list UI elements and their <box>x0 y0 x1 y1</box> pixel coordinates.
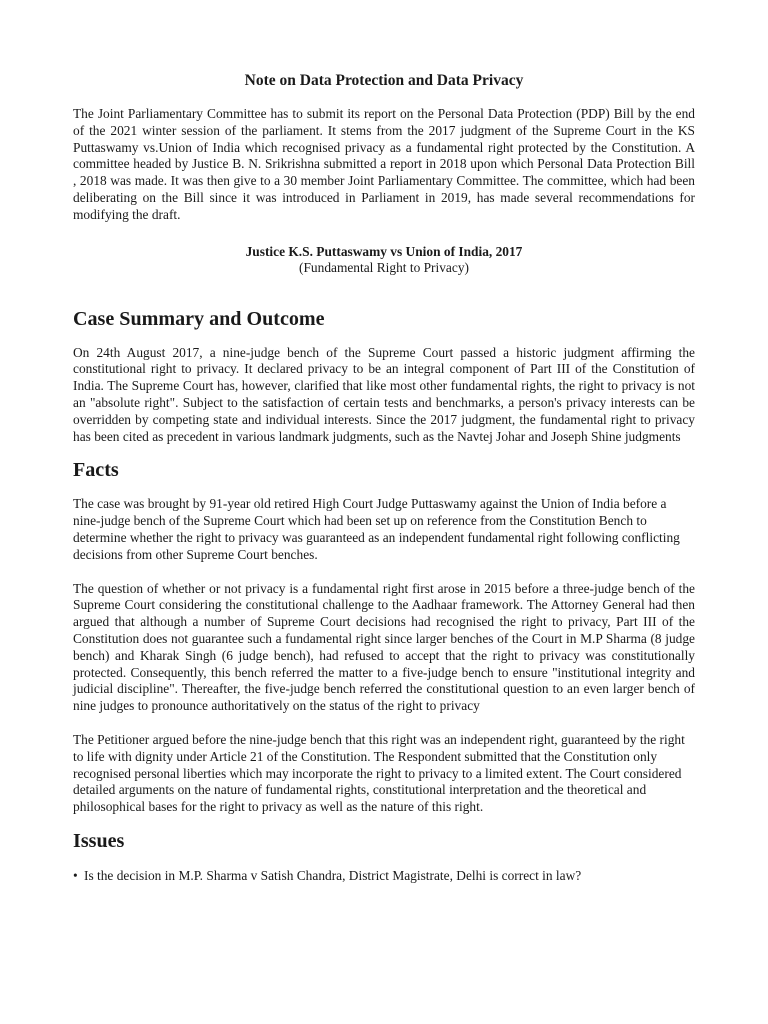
facts-paragraph-3: The Petitioner argued before the nine-judge bench that this right was an independent right, guaranteed by the right to life with dignity under Article 21 of the Constitution. The Respondent submitted that the Constitution only recognised personal liberties which may incorporate the right to privacy to a limited extent. The Court considered detailed arguments on the nature of fundamental rights, constitutional interpretation and the theoretical and philosophical bases for the right to privacy as well as the nature of this right. <box>73 731 685 815</box>
issues-list <box>73 867 695 884</box>
case-name: Justice K.S. Puttaswamy vs Union of India, 2017 <box>245 243 523 259</box>
case-header <box>73 244 695 277</box>
list-item <box>73 867 695 884</box>
summary-paragraph: On 24th August 2017, a nine-judge bench of the Supreme Court passed a historic judgment affirming the constitutional right to privacy. It declared privacy to be an integral component of Part III of the Constitution of India. The Supreme Court has, however, clarified that like most other fundamental rights, the right to privacy is not an "absolute right". Subject to the satisfaction of certain tests and benchmarks, a person's privacy interests can be overridden by competing state and individual interests. Since the 2017 judgment, the fundamental right to privacy has been cited as precedent in various landmark judgments, such as the Navtej Johar and Joseph Shine judgments <box>73 344 695 444</box>
facts-paragraph-2: The question of whether or not privacy is a fundamental right first arose in 2015 before a three-judge bench of the Supreme Court considering the constitutional challenge to the Aadhaar framework. The Attorney General had then argued that although a number of Supreme Court decisions had recognised the right to privacy, Part III of the Constitution does not guarantee such a fundamental right since larger benches of the Court in M.P Sharma (8 judge bench) and Kharak Singh (6 judge bench), had refused to accept that the right to privacy was constitutionally protected. Consequently, this bench referred the matter to a five-judge bench to ensure "institutional integrity and judicial discipline". Thereafter, the five-judge bench referred the constitutional question to an even larger bench of nine judges to pronounce authoritatively on the status of the right to privacy <box>73 580 695 714</box>
facts-paragraph-1: The case was brought by 91-year old retired High Court Judge Puttaswamy against the Union of India before a nine-judge bench of the Supreme Court which had been set up on reference from the Constitution Bench to determine whether the right to privacy was guaranteed as an independent fundamental right following conflicting decisions from other Supreme Court benches. <box>73 496 680 562</box>
case-subtitle: (Fundamental Right to Privacy) <box>299 260 469 276</box>
document-page <box>73 72 695 884</box>
issue-text: Is the decision in M.P. Sharma v Satish Chandra, District Magistrate, Delhi is correct in law? <box>84 867 582 883</box>
facts-heading: Facts <box>73 459 119 482</box>
issues-heading: Issues <box>73 829 125 852</box>
summary-heading: Case Summary and Outcome <box>73 307 325 330</box>
document-title: Note on Data Protection and Data Privacy <box>244 72 524 89</box>
intro-paragraph: The Joint Parliamentary Committee has to submit its report on the Personal Data Protection (PDP) Bill by the end of the 2021 winter session of the parliament. It stems from the 2017 judgment of the Supreme Court in the KS Puttaswamy vs.Union of India which recognised privacy as a fundamental right protected by the Constitution. A committee headed by Justice B. N. Srikrishna submitted a report in 2018 upon which Personal Data Protection Bill , 2018 was made. It was then give to a 30 member Joint Parliamentary Committee. The committee, which had been deliberating on the Bill since it was introduced in Parliament in 2019, has made several recommendations for modifying the draft. <box>73 106 695 222</box>
bullet-icon: • <box>73 867 78 883</box>
